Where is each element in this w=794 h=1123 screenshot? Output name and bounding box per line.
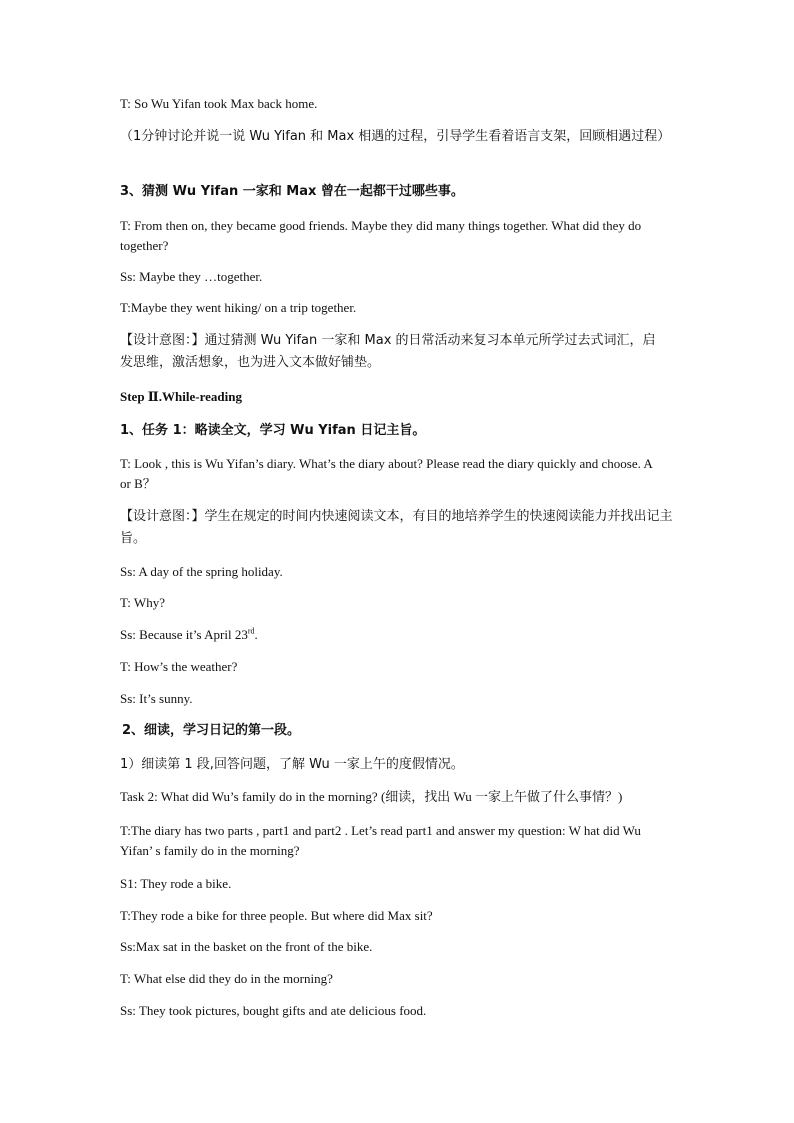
- dialogue-line: T: From then on, they became good friends. Maybe they did many things together. What did they do together?: [120, 218, 642, 253]
- dialogue-line: Ss: They took pictures, bought gifts and ate delicious food.: [120, 1003, 427, 1018]
- design-intent-note: 【设计意图：】通过猜测 Wu Yifan 一家和 Max 的日常活动来复习本单元所学过去式词汇，启发思维，激活想象，也为进入文本做好铺垫。: [120, 333, 656, 370]
- dialogue-line: T: Why?: [120, 595, 165, 610]
- dialogue-line: Ss: It’s sunny.: [120, 691, 193, 706]
- instruction-note: （1分钟讨论并说一说 Wu Yifan 和 Max 相遇的过程，引导学生看着语言支架，回顾相遇过程）: [120, 129, 671, 144]
- dialogue-line: S1: They rode a bike.: [120, 876, 232, 891]
- section-heading: 2、细读，学习日记的第一段。: [122, 723, 301, 738]
- dialogue-line: T: Look , this is Wu Yifan’s diary. What’s the diary about? Please read the diary quickly and choose. A or B？: [120, 456, 653, 491]
- dialogue-line: T:Maybe they went hiking/ on a trip together.: [120, 300, 357, 315]
- dialogue-punctuation: .: [254, 627, 258, 642]
- ordinal-suffix: rd: [247, 626, 255, 636]
- dialogue-line: T: What else did they do in the morning?: [120, 971, 333, 986]
- design-intent-note: 【设计意图：】学生在规定的时间内快速阅读文本，有目的地培养学生的快速阅读能力并找出记主旨。: [120, 509, 673, 546]
- section-heading: 3、猜测 Wu Yifan 一家和 Max 曾在一起都干过哪些事。: [120, 184, 464, 199]
- dialogue-line: T:They rode a bike for three people. But where did Max sit?: [120, 908, 433, 923]
- dialogue-line: T: How’s the weather?: [120, 659, 238, 674]
- dialogue-line: Ss: A day of the spring holiday.: [120, 564, 283, 579]
- task-line: Task 2: What did Wu’s family do in the morning? (细读，找出 Wu 一家上午做了什么事情？): [120, 789, 623, 804]
- dialogue-text: Ss: Because it’s April 23: [120, 627, 248, 642]
- dialogue-line: Ss: Maybe they …together.: [120, 269, 263, 284]
- dialogue-line: Ss:Max sat in the basket on the front of the bike.: [120, 939, 373, 954]
- task-heading: 1、任务 1：略读全文，学习 Wu Yifan 日记主旨。: [120, 423, 426, 438]
- dialogue-line: T: So Wu Yifan took Max back home.: [120, 96, 318, 111]
- step-heading: Step Ⅱ.While-reading: [120, 389, 242, 404]
- subtask-heading: 1）细读第 1 段,回答问题，了解 Wu 一家上午的度假情况。: [120, 757, 464, 772]
- dialogue-line: [120, 625, 258, 645]
- dialogue-line: T:The diary has two parts , part1 and part2 . Let’s read part1 and answer my question: W hat did Wu Yifan’ s family do in the morning?: [120, 823, 641, 858]
